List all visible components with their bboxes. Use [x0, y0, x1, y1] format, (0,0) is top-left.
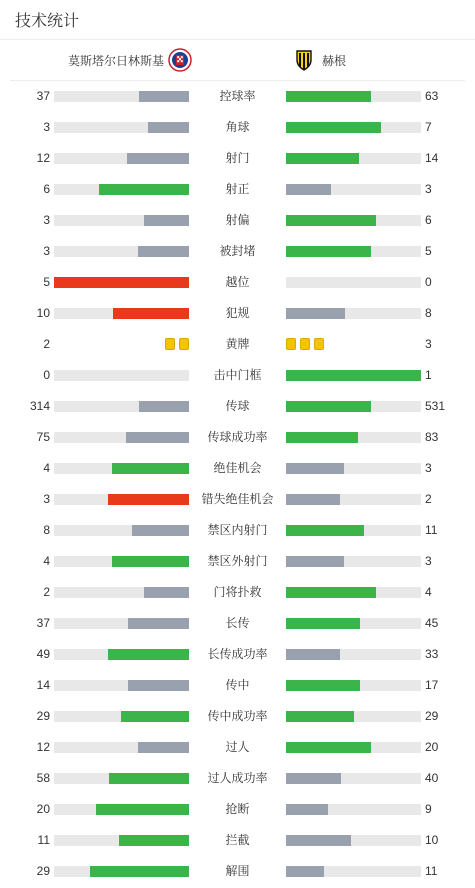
home-stat-value: 314 [29, 399, 50, 413]
away-stat-bar [286, 122, 421, 133]
away-stat-bar-fill [286, 184, 331, 195]
stat-row [0, 267, 475, 298]
home-stat-value: 12 [36, 740, 50, 754]
away-stat-value: 3 [425, 461, 432, 475]
home-stat-bar [54, 401, 189, 412]
away-stat-bar [286, 835, 421, 846]
away-stat-value: 83 [425, 430, 439, 444]
away-stat-bar [286, 432, 421, 443]
home-stat-bar [54, 308, 189, 319]
home-stat-bar [54, 804, 189, 815]
away-stat-bar-fill [286, 556, 344, 567]
stat-row [0, 484, 475, 515]
stat-label: 射门 [225, 151, 250, 165]
stat-row [0, 298, 475, 329]
home-stat-bar-fill [138, 246, 189, 257]
away-stat-value: 3 [425, 182, 432, 196]
home-stat-bar-fill [139, 91, 189, 102]
home-stat-value: 8 [43, 523, 50, 537]
away-stat-value: 3 [425, 337, 432, 351]
home-stat-value: 75 [36, 430, 50, 444]
home-stat-value: 0 [43, 368, 50, 382]
away-stat-bar-fill [286, 122, 381, 133]
stat-row [0, 453, 475, 484]
yellow-card-icon [165, 338, 175, 350]
away-stat-bar-fill [286, 618, 360, 629]
stat-label: 拦截 [225, 833, 250, 847]
yellow-card-icon [300, 338, 310, 350]
stat-row [0, 329, 475, 360]
stat-label: 传中 [225, 678, 250, 692]
away-stat-value: 29 [425, 709, 439, 723]
home-stat-bar [54, 184, 189, 195]
away-stat-bar-fill [286, 680, 360, 691]
home-stat-value: 49 [36, 647, 50, 661]
stat-row [0, 701, 475, 732]
teams-row [10, 40, 465, 81]
away-stat-bar-fill [286, 773, 341, 784]
stat-label: 过人 [225, 740, 250, 754]
away-stat-value: 17 [425, 678, 439, 692]
away-stat-bar-fill [286, 401, 371, 412]
home-stat-bar-fill [121, 711, 189, 722]
home-stat-bar [54, 463, 189, 474]
away-stat-bar [286, 401, 421, 412]
home-stat-bar [54, 494, 189, 505]
stat-row [0, 422, 475, 453]
home-stat-bar [54, 587, 189, 598]
home-stat-bar-fill [108, 494, 189, 505]
stat-label: 长传 [225, 616, 250, 630]
away-stat-value: 6 [425, 213, 432, 227]
yellow-card-icon [314, 338, 324, 350]
away-stat-bar [286, 742, 421, 753]
away-stat-value: 33 [425, 647, 439, 661]
stat-label: 射正 [225, 182, 250, 196]
home-stat-bar [54, 91, 189, 102]
home-stat-bar-fill [139, 401, 189, 412]
home-stat-bar [54, 153, 189, 164]
stats-header [0, 0, 475, 40]
home-stat-bar [54, 773, 189, 784]
away-stat-bar [286, 587, 421, 598]
away-stat-value: 11 [425, 523, 438, 537]
away-stat-bar-fill [286, 587, 376, 598]
away-stat-value: 14 [425, 151, 439, 165]
home-stat-bar-fill [96, 804, 189, 815]
away-stat-bar-fill [286, 91, 371, 102]
stat-label: 禁区内射门 [207, 523, 268, 537]
home-stat-bar-fill [132, 525, 189, 536]
home-stat-bar [54, 711, 189, 722]
away-stat-bar [286, 773, 421, 784]
stat-label: 射偏 [225, 213, 250, 227]
stat-label: 传中成功率 [207, 709, 268, 723]
stat-row [0, 639, 475, 670]
home-stat-bar [54, 866, 189, 877]
stat-label: 击中门框 [213, 368, 262, 382]
stat-row [0, 205, 475, 236]
away-stat-bar [286, 370, 421, 381]
away-stat-bar-fill [286, 711, 354, 722]
stat-row [0, 608, 475, 639]
stat-row [0, 670, 475, 701]
home-stat-value: 11 [37, 833, 50, 847]
yellow-card-icon [286, 338, 296, 350]
away-stat-bar [286, 184, 421, 195]
home-yellow-cards [165, 338, 189, 351]
away-stat-bar-fill [286, 525, 364, 536]
away-stat-bar-fill [286, 432, 358, 443]
away-stat-bar-fill [286, 246, 371, 257]
home-stat-bar [54, 525, 189, 536]
away-stat-bar [286, 680, 421, 691]
away-stat-value: 0 [425, 275, 432, 289]
stat-label: 控球率 [219, 89, 256, 103]
home-stat-bar [54, 246, 189, 257]
away-stat-value: 531 [425, 399, 446, 413]
away-stat-bar-fill [286, 370, 421, 381]
home-stat-bar [54, 618, 189, 629]
away-stat-bar [286, 277, 421, 288]
home-stat-bar-fill [54, 277, 189, 288]
away-stat-value: 5 [425, 244, 432, 258]
away-stat-bar-fill [286, 494, 340, 505]
stat-row [0, 112, 475, 143]
home-stat-value: 12 [36, 151, 50, 165]
away-stat-value: 7 [425, 120, 432, 134]
stat-row [0, 174, 475, 205]
home-stat-value: 37 [36, 616, 50, 630]
away-stat-bar [286, 215, 421, 226]
away-stat-value: 4 [425, 585, 432, 599]
stat-row [0, 81, 475, 112]
stat-row [0, 825, 475, 856]
stat-row [0, 236, 475, 267]
away-stat-value: 40 [425, 771, 439, 785]
home-stat-bar-fill [148, 122, 189, 133]
away-stat-bar [286, 649, 421, 660]
away-stat-bar-fill [286, 463, 344, 474]
home-team[interactable] [68, 40, 192, 80]
away-team-name: 赫根 [322, 53, 347, 68]
stat-label: 解围 [225, 864, 250, 878]
home-stat-value: 20 [36, 802, 50, 816]
away-stat-value: 63 [425, 89, 439, 103]
hacken-crest-icon [292, 48, 316, 72]
away-stat-value: 9 [425, 802, 432, 816]
away-stat-value: 20 [425, 740, 439, 754]
away-stat-bar [286, 711, 421, 722]
stat-row [0, 732, 475, 763]
away-stat-value: 45 [425, 616, 439, 630]
away-stat-bar [286, 153, 421, 164]
away-stat-bar [286, 866, 421, 877]
stat-label: 犯规 [225, 306, 250, 320]
home-stat-value: 3 [43, 120, 50, 134]
home-stat-value: 10 [36, 306, 50, 320]
home-stat-bar-fill [144, 587, 189, 598]
home-stat-value: 58 [36, 771, 50, 785]
away-stat-bar-fill [286, 835, 351, 846]
home-stat-value: 6 [43, 182, 50, 196]
away-stat-bar [286, 525, 421, 536]
home-stat-value: 29 [36, 864, 50, 878]
stat-label: 过人成功率 [207, 771, 268, 785]
away-stat-bar [286, 463, 421, 474]
home-stat-value: 14 [36, 678, 50, 692]
stat-row [0, 856, 475, 887]
away-stat-bar [286, 556, 421, 567]
home-stat-value: 3 [43, 244, 50, 258]
home-stat-value: 29 [36, 709, 50, 723]
away-stat-bar-fill [286, 804, 328, 815]
stat-row [0, 763, 475, 794]
home-stat-bar-fill [138, 742, 189, 753]
home-stat-value: 4 [43, 554, 50, 568]
home-stat-bar-fill [113, 308, 189, 319]
yellow-card-icon [179, 338, 189, 350]
stat-label: 绝佳机会 [213, 461, 262, 475]
home-stat-bar [54, 277, 189, 288]
away-stat-bar-fill [286, 153, 359, 164]
home-stat-bar-fill [127, 153, 189, 164]
home-stat-bar-fill [99, 184, 189, 195]
stat-label: 错失绝佳机会 [201, 492, 274, 506]
stat-row [0, 577, 475, 608]
away-stat-bar [286, 494, 421, 505]
home-stat-bar [54, 742, 189, 753]
home-stat-bar [54, 215, 189, 226]
away-stat-bar-fill [286, 215, 376, 226]
stat-row [0, 360, 475, 391]
home-stat-bar-fill [112, 463, 189, 474]
away-stat-bar-fill [286, 866, 324, 877]
home-stat-value: 4 [43, 461, 50, 475]
stat-label: 角球 [225, 120, 250, 134]
stat-label: 传球 [225, 399, 250, 413]
away-stat-value: 1 [425, 368, 432, 382]
away-stat-value: 10 [425, 833, 439, 847]
away-yellow-cards [286, 338, 324, 351]
away-stat-bar [286, 91, 421, 102]
zrinjski-crest-icon [168, 48, 192, 72]
home-stat-bar-fill [109, 773, 189, 784]
away-stat-value: 8 [425, 306, 432, 320]
stat-label: 越位 [225, 275, 250, 289]
home-stat-value: 3 [43, 492, 50, 506]
home-stat-bar-fill [119, 835, 189, 846]
away-stat-bar-fill [286, 742, 371, 753]
home-stat-bar [54, 680, 189, 691]
stat-label: 禁区外射门 [207, 554, 268, 568]
stat-row [0, 143, 475, 174]
home-stat-bar-fill [90, 866, 189, 877]
home-stat-bar-fill [128, 618, 189, 629]
away-stat-bar [286, 308, 421, 319]
page-title: 技术统计 [15, 13, 80, 30]
home-stat-value: 5 [43, 275, 50, 289]
home-stat-bar [54, 835, 189, 846]
home-stat-bar [54, 370, 189, 381]
away-stat-value: 2 [425, 492, 432, 506]
stat-label: 黄牌 [225, 337, 250, 351]
home-stat-bar [54, 556, 189, 567]
home-team-name: 莫斯塔尔日林斯基 [67, 53, 164, 68]
stat-row [0, 794, 475, 825]
stat-label: 长传成功率 [207, 647, 268, 661]
home-stat-bar [54, 122, 189, 133]
away-team[interactable] [292, 40, 346, 80]
home-stat-bar [54, 432, 189, 443]
stat-label: 抢断 [225, 802, 250, 816]
home-stat-value: 2 [43, 337, 50, 351]
stat-label: 门将扑救 [213, 585, 262, 599]
home-stat-bar-fill [108, 649, 189, 660]
home-stat-value: 3 [43, 213, 50, 227]
away-stat-bar-fill [286, 649, 340, 660]
home-stat-value: 2 [43, 585, 50, 599]
away-stat-bar [286, 804, 421, 815]
away-stat-bar-fill [286, 308, 345, 319]
stat-label: 传球成功率 [207, 430, 268, 444]
home-stat-bar-fill [126, 432, 189, 443]
stat-row [0, 546, 475, 577]
away-stat-value: 3 [425, 554, 432, 568]
stat-label: 被封堵 [219, 244, 256, 258]
stat-row [0, 391, 475, 422]
home-stat-bar-fill [128, 680, 189, 691]
away-stat-value: 11 [425, 864, 438, 878]
home-stat-bar [54, 649, 189, 660]
away-stat-bar [286, 246, 421, 257]
stat-row [0, 515, 475, 546]
home-stat-bar-fill [112, 556, 189, 567]
away-stat-bar [286, 618, 421, 629]
home-stat-value: 37 [36, 89, 50, 103]
home-stat-bar-fill [144, 215, 189, 226]
